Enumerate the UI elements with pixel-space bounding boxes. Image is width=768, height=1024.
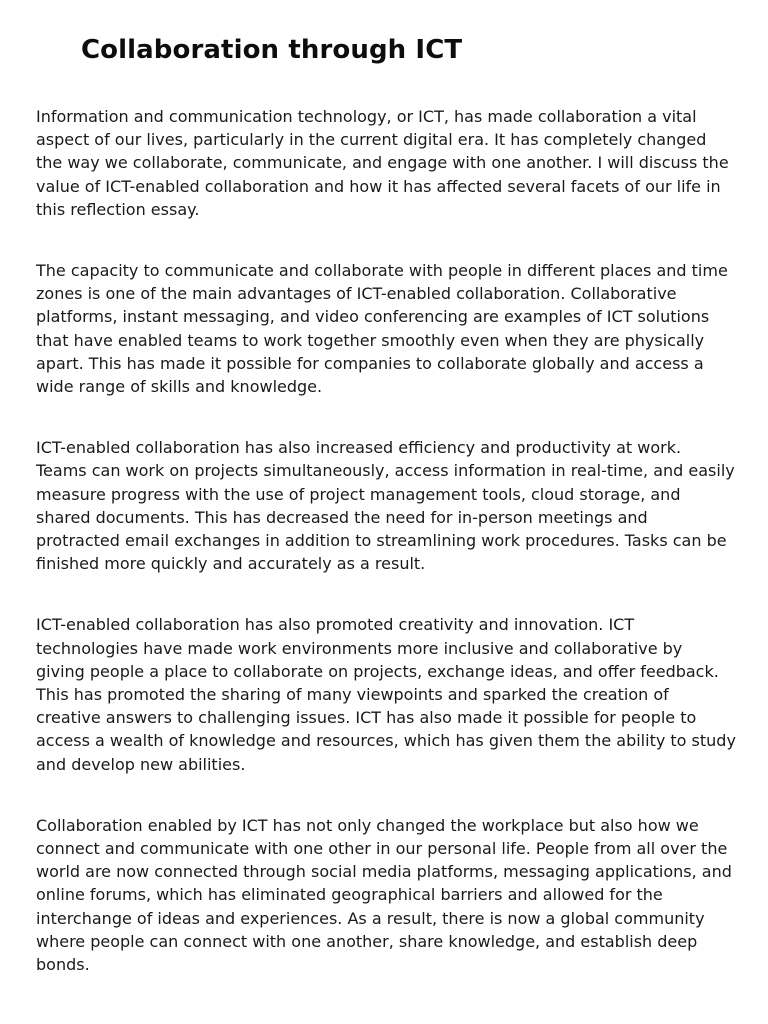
paragraph-4: ICT-enabled collaboration has also promoted creativity and innovation. ICT technologies have made work environments more inclusive and collaborative by giving people a place to collaborate on projects, exchange ideas, and offer feedback. This has promoted the sharing of many viewpoints and sparked the creation of creative answers to challenging issues. ICT has also made it possible for people to access a wealth of knowledge and resources, which has given them the ability to study and develop new abilities.	[36, 615, 736, 774]
paragraph-3: ICT-enabled collaboration has also increased efficiency and productivity at work. Teams can work on projects simultaneously, access information in real-time, and easily measure progress with the use of project management tools, cloud storage, and shared documents. This has decreased the need for in-person meetings and protracted email exchanges in addition to streamlining work procedures. Tasks can be finished more quickly and accurately as a result.	[36, 438, 735, 574]
document-body	[36, 105, 736, 1014]
paragraph-5: Collaboration enabled by ICT has not only changed the workplace but also how we connect and communicate with one other in our personal life. People from all over the world are now connected through social media platforms, messaging applications, and online forums, which has eliminated geographical barriers and allowed for the interchange of ideas and experiences. As a result, there is now a global community where people can connect with one another, share knowledge, and establish deep bonds.	[36, 815, 732, 975]
document-title: Collaboration through ICT	[81, 35, 463, 65]
paragraph-1: Information and communication technology, or ICT, has made collaboration a vital aspect of our lives, particularly in the current digital era. It has completely changed the way we collaborate, communicate, and engage with one another. I will discuss the value of ICT-enabled collaboration and how it has affected several facets of our life in this reflection essay.	[36, 107, 729, 219]
paragraph-2: The capacity to communicate and collaborate with people in different places and time zones is one of the main advantages of ICT-enabled collaboration. Collaborative platforms, instant messaging, and video conferencing are examples of ICT solutions that have enabled teams to work together smoothly even when they are physically apart. This has made it possible for companies to collaborate globally and access a wide range of skills and knowledge.	[36, 261, 728, 397]
